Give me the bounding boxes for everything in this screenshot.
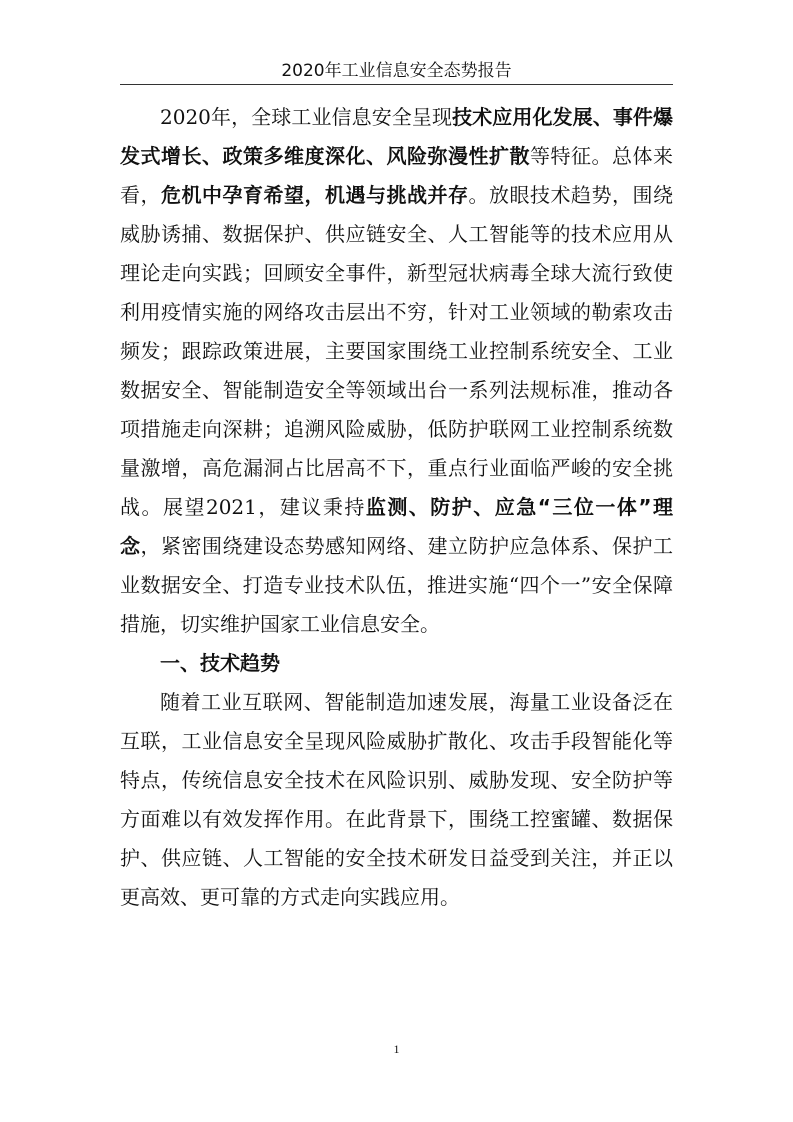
header-title: 2020年工业信息安全态势报告 xyxy=(281,61,512,81)
section-paragraph: 随着工业互联网、智能制造加速发展，海量工业设备泛在互联，工业信息安全呈现风险威胁扩散化、攻击手段智能化等特点，传统信息安全技术在风险识别、威胁发现、安全防护等方面难以有效发挥作用。在此背景下，围绕工控蜜罐、数据保护、供应链、人工智能的安全技术研发日益受到关注，并正以更高效、更可靠的方式走向实践应用。 xyxy=(120,690,673,909)
document-body xyxy=(120,98,673,917)
intro-text-2: 等特征。总体来看， xyxy=(120,144,673,207)
intro-bold-2: 危机中孕育希望，机遇与挑战并存 xyxy=(161,183,469,207)
intro-text-3: 。放眼技术趋势，围绕威胁诱捕、数据保护、供应链安全、人工智能等的技术应用从理论走向实践；回顾安全事件，新型冠状病毒全球大流行致使利用疫情实施的网络攻击层出不穷，针对工业领域的勒索攻击频发；跟踪政策进展，主要国家围绕工业控制系统安全、工业数据安全、智能制造安全等领域出台一系列法规标准，推动各项措施走向深耕；追溯风险威胁，低防护联网工业控制系统数量激增，高危漏洞占比居高不下，重点行业面临严峻的安全挑战。展望2021，建议秉持 xyxy=(120,183,673,519)
intro-text-1: 2020年，全球工业信息安全呈现 xyxy=(160,105,453,129)
page-header xyxy=(120,58,673,85)
intro-text-4: ，紧密围绕建设态势感知网络、建立防护应急体系、保护工业数据安全、打造专业技术队伍，推进实施“四个一”安全保障措施，切实维护国家工业信息安全。 xyxy=(120,534,673,636)
section-heading: 一、技术趋势 xyxy=(160,651,280,675)
intro-paragraph xyxy=(120,98,673,644)
intro-bold-3: 监测、防护、应急“三位一体”理念 xyxy=(120,495,673,558)
page-number: 1 xyxy=(393,1042,400,1056)
intro-bold-1: 技术应用化发展、事件爆发式增长、政策多维度深化、风险弥漫性扩散 xyxy=(120,105,674,168)
